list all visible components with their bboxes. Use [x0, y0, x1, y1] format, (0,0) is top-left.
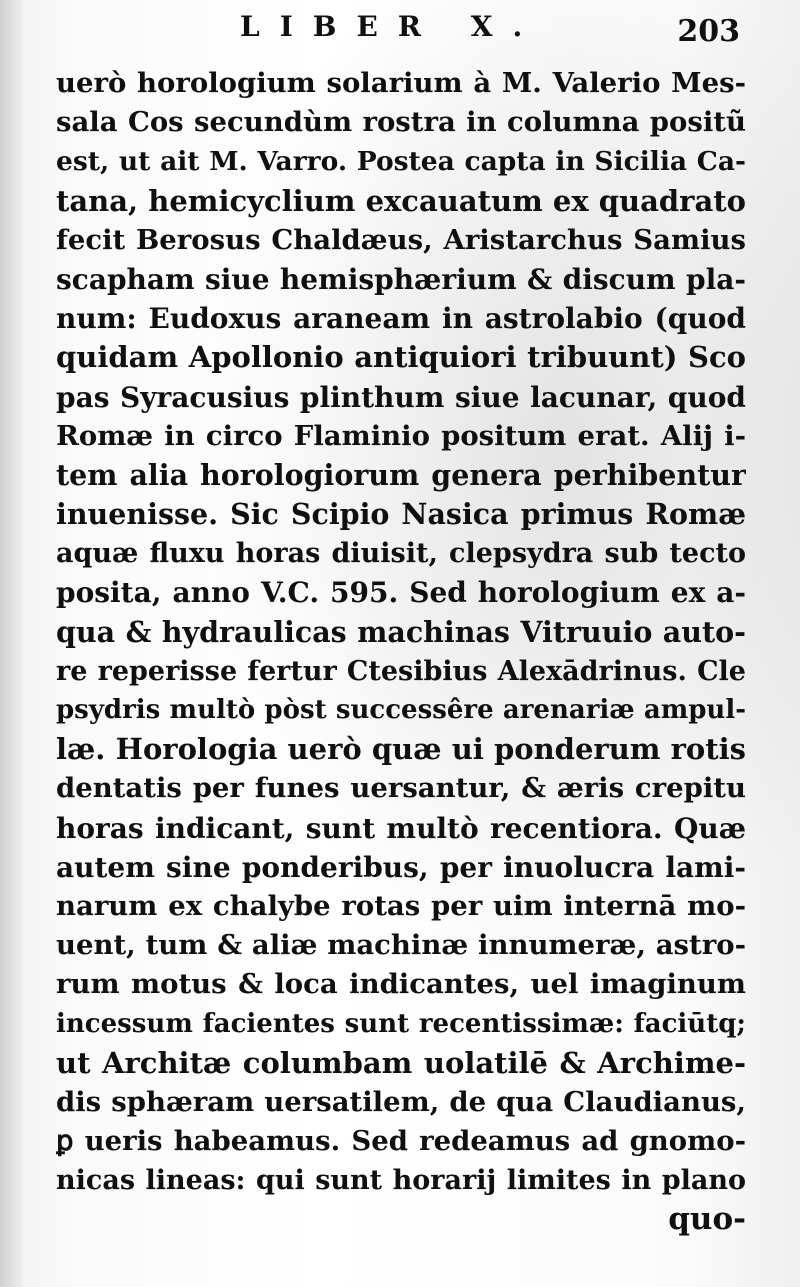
text-line: pas Syracusius plinthum siue lacunar, quod [56, 380, 746, 414]
text-line: Romæ in circo Flaminio positum erat. Alij i- [56, 419, 746, 452]
running-head: LIBER X. [240, 10, 543, 43]
page-binding-edge [0, 0, 22, 1287]
text-line: psydris multò pòst successêre arenariæ ampul- [56, 695, 746, 725]
text-line: læ. Horologia uerò quæ ui ponderum rotis [56, 732, 746, 767]
page-number: 203 [677, 14, 740, 49]
text-line: autem sine ponderibus, per inuolucra lami- [56, 850, 746, 884]
text-line: scapham siue hemisphærium & discum pla- [56, 262, 746, 296]
text-line: re reperisse fertur Ctesibius Alexādrinus. Cle [56, 655, 746, 687]
text-line: fecit Berosus Chaldæus, Aristarchus Samius [56, 223, 746, 256]
text-line: qua & hydraulicas machinas Vitruuio auto- [56, 614, 746, 649]
text-line: rum motus & loca indicantes, uel imaginum [56, 968, 746, 1001]
body-text [56, 64, 746, 1240]
text-line: quidam Apollonio antiquiori tribuunt) Sco [56, 340, 746, 375]
text-line: narum ex chalybe rotas per uim internā mo- [56, 889, 746, 922]
text-line: tana, hemicyclium excauatum ex quadrato [56, 183, 746, 218]
text-line: dis sphæram uersatilem, de qua Claudianus, [56, 1085, 746, 1118]
text-line: sala Cos secundùm rostra in columna positũ [56, 106, 746, 139]
text-line: est, ut ait M. Varro. Postea capta in Sicilia Ca- [56, 146, 746, 178]
text-line: inuenisse. Sic Scipio Nasica primus Romæ [56, 497, 746, 532]
text-line: nicas lineas: qui sunt horarij limites in plano [56, 1165, 746, 1197]
text-line: posita, anno V.C. 595. Sed horologium ex a- [56, 576, 746, 610]
text-line: ꝑ ueris habeamus. Sed redeamus ad gnomo- [56, 1125, 746, 1158]
text-line: num: Eudoxus araneam in astrolabio (quod [56, 302, 746, 336]
text-line: aquæ fluxu horas diuisit, clepsydra sub tecto [56, 538, 746, 570]
catchword: quo- [668, 1201, 746, 1238]
text-line: uent, tum & aliæ machinæ innumeræ, astro- [56, 929, 746, 962]
text-line: dentatis per funes uersantur, & æris crepitu [56, 772, 746, 805]
text-line: ut Architæ columbam uolatilē & Archime- [56, 1045, 746, 1080]
text-line: uerò horologium solarium à M. Valerio Mes- [56, 67, 746, 99]
text-line: tem alia horologiorum genera perhibentur [56, 457, 746, 492]
text-line: horas indicant, sunt multò recentiora. Quæ [56, 811, 746, 845]
text-line: incessum facientes sunt recentissimæ: faciūtq; [56, 1008, 746, 1039]
